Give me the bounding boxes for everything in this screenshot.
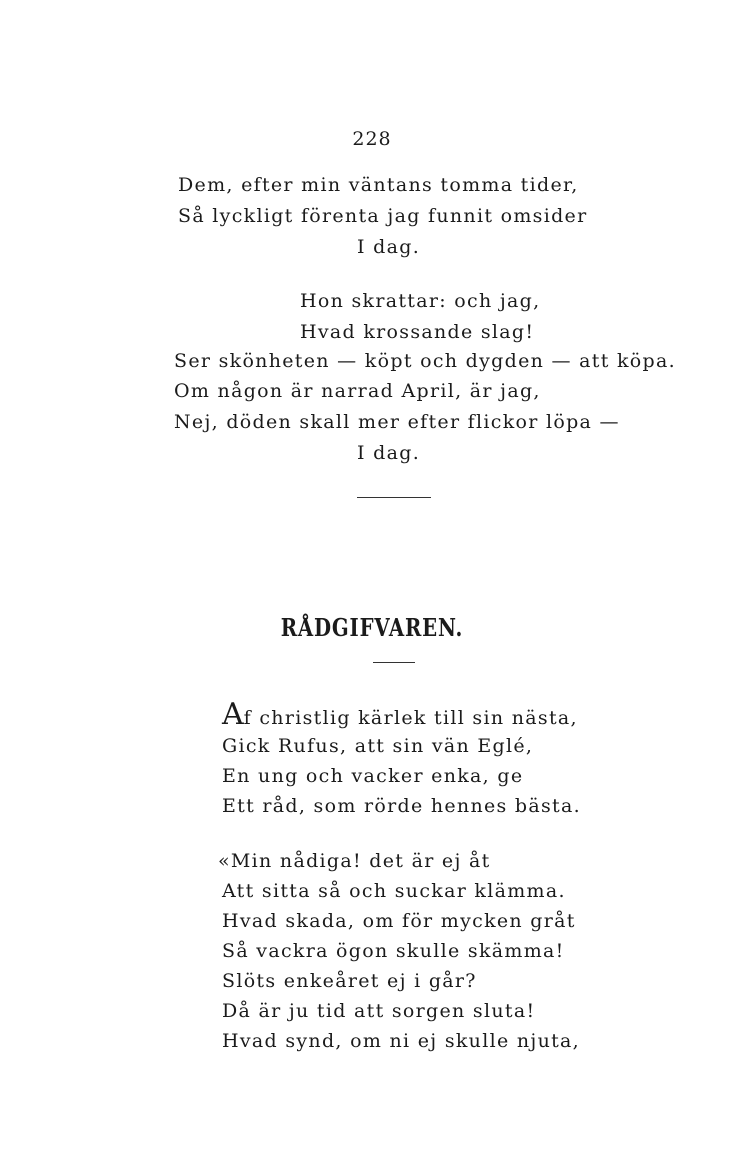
verse-line: Slöts enkeåret ej i går?	[222, 970, 477, 992]
verse-line-first	[222, 697, 578, 732]
verse-line: Hon skrattar: och jag,	[300, 290, 541, 312]
verse-line: Dem, efter min väntans tomma tider,	[178, 174, 579, 196]
verse-line: Hvad synd, om ni ej skulle njuta,	[222, 1030, 581, 1052]
verse-line: Om någon är narrad April, är jag,	[174, 380, 541, 402]
verse-line: Så lyckligt förenta jag funnit omsider	[178, 205, 588, 227]
section-divider	[357, 497, 431, 498]
verse-line: «Min nådiga! det är ej åt	[218, 850, 491, 872]
poem-title: RÅDGIFVAREN.	[280, 613, 464, 642]
verse-line: Gick Rufus, att sin vän Eglé,	[222, 735, 534, 757]
verse-line: En ung och vacker enka, ge	[222, 765, 524, 787]
verse-line: Så vackra ögon skulle skämma!	[222, 940, 565, 962]
verse-line: Hvad skada, om för mycken gråt	[222, 910, 576, 932]
verse-line: Hvad krossande slag!	[300, 321, 535, 343]
verse-line: Ser skönheten — köpt och dygden — att köpa.	[174, 350, 676, 372]
verse-line: Då är ju tid att sorgen sluta!	[222, 1000, 536, 1022]
drop-cap: A	[222, 697, 244, 732]
verse-line: I dag.	[357, 442, 421, 464]
page-number: 228	[352, 128, 392, 150]
verse-line: Ett råd, som rörde hennes bästa.	[222, 795, 581, 817]
verse-line-rest: f christlig kärlek till sin nästa,	[243, 707, 578, 729]
verse-line: Att sitta så och suckar klämma.	[222, 880, 566, 902]
title-divider	[373, 662, 415, 663]
verse-line: Nej, döden skall mer efter flickor löpa —	[174, 411, 620, 433]
verse-line: I dag.	[357, 236, 421, 258]
